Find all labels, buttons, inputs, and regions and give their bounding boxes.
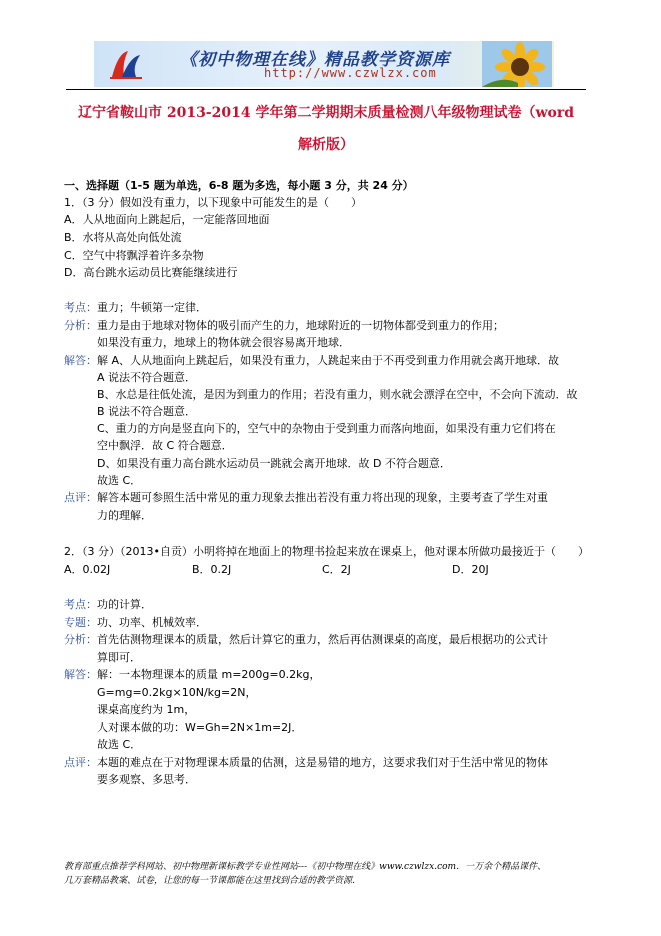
q2-option-b: B．0.2J: [192, 563, 232, 576]
q1-dianping-line: 力的理解．: [97, 509, 152, 522]
document-title: [66, 97, 586, 161]
document-title-line-1: 辽宁省鞍山市 2013-2014 学年第二学期期末质量检测八年级物理试卷（word: [77, 105, 575, 121]
q1-jieda-label: 解答：: [64, 354, 97, 367]
sunflower-icon: [482, 41, 552, 87]
q1-kaodian-label: 考点：: [64, 301, 97, 314]
section-heading: 一、选择题（1-5 题为单选，6-8 题为多选，每小题 3 分，共 24 分）: [64, 179, 414, 192]
q2-jieda-label: 解答：: [64, 668, 97, 681]
q2-jieda-line: G=mg=0.2kg×10N/kg=2N，: [97, 686, 257, 699]
document-title-line-2: 解析版）: [298, 137, 354, 153]
q1-option-d: D．高台跳水运动员比赛能继续进行: [64, 266, 238, 279]
q1-jieda-line: C、重力的方向是竖直向下的，空气中的杂物由于受到重力而落向地面，如果没有重力它们将在: [97, 422, 556, 435]
q2-zhuanti-label: 专题：: [64, 616, 97, 629]
q1-dianping-label: 点评：: [64, 491, 97, 504]
header-banner: [94, 41, 554, 87]
q1-option-c: C．空气中将飘浮着许多杂物: [64, 249, 204, 262]
q2-stem: 2．（3 分）（2013•自贡）小明将掉在地面上的物理书捡起来放在课桌上，他对课本所做功最接近于（ ）: [64, 545, 589, 558]
q2-jieda-line: 故选 C．: [97, 738, 142, 751]
q1-jieda-line: B、水总是往低处流，是因为到重力的作用；若没有重力，则水就会漂浮在空中，不会向下流动．故: [97, 388, 578, 401]
q1-jieda-line: 空中飘浮．故 C 符合题意．: [97, 439, 233, 452]
q1-jieda-line: B 说法不符合题意．: [97, 405, 197, 418]
banner-title: 《初中物理在线》精品教学资源库: [180, 50, 450, 70]
q2-dianping-label: 点评：: [64, 756, 97, 769]
q1-stem: 1．（3 分）假如没有重力，以下现象中可能发生的是（ ）: [64, 196, 362, 209]
q2-kaodian-label: 考点：: [64, 598, 97, 611]
q1-jieda-line: D、如果没有重力高台跳水运动员一跳就会离开地球．故 D 不符合题意．: [97, 457, 451, 470]
q2-zhuanti: 功、功率、机械效率．: [97, 616, 207, 629]
q2-option-a: A．0.02J: [64, 563, 111, 576]
q2-dianping-line: 本题的难点在于对物理课本质量的估测，这是易错的地方，这要求我们对于生活中常见的物体: [97, 756, 548, 769]
q2-jieda-line: 课桌高度约为 1m，: [97, 703, 196, 716]
q1-fenxi-line: 如果没有重力，地球上的物体就会很容易离开地球．: [97, 336, 350, 349]
q2-dianping-line: 要多观察、多思考．: [97, 773, 196, 786]
q2-jieda-line: 人对课本做的功：W=Gh=2N×1m=2J．: [97, 721, 303, 734]
q2-option-c: C．2J: [322, 563, 351, 576]
q1-fenxi-line: 重力是由于地球对物体的吸引而产生的力，地球附近的一切物体都受到重力的作用；: [97, 319, 504, 332]
footer-line-2: 几万套精品教案、试卷，让您的每一节课都能在这里找到合适的教学资源．: [64, 876, 362, 886]
q2-fenxi-label: 分析：: [64, 633, 97, 646]
q1-dianping-line: 解答本题可参照生活中常见的重力现象去推出若没有重力将出现的现象，主要考查了学生对重: [97, 491, 548, 504]
q1-kaodian: 重力；牛顿第一定律．: [97, 301, 207, 314]
banner-url: http://www.czwlzx.com: [264, 66, 437, 80]
q2-option-d: D．20J: [452, 563, 489, 576]
site-logo-icon: [108, 47, 144, 81]
q2-kaodian: 功的计算．: [97, 598, 152, 611]
footer-line-1: 教育部重点推荐学科网站、初中物理新课标教学专业性网站---《初中物理在线》www.czwlzx.com．一万余个精品课件、: [64, 862, 547, 872]
q2-fenxi-line: 首先估测物理课本的质量，然后计算它的重力，然后再估测课桌的高度，最后根据功的公式计: [97, 633, 548, 646]
q2-fenxi-line: 算即可．: [97, 651, 141, 664]
q1-option-a: A．人从地面向上跳起后，一定能落回地面: [64, 213, 270, 226]
header-rule: [66, 89, 586, 90]
q1-option-b: B．水将从高处向低处流: [64, 231, 182, 244]
q1-jieda-line: A 说法不符合题意．: [97, 371, 197, 384]
q2-jieda-line: 解：一本物理课本的质量 m=200g=0.2kg，: [97, 668, 321, 681]
q1-jieda-line: 解 A、人从地面向上跳起后，如果没有重力，人跳起来由于不再受到重力作用就会离开地球．故: [97, 354, 560, 367]
page-footer: [64, 860, 594, 888]
q1-fenxi-label: 分析：: [64, 319, 97, 332]
q1-jieda-line: 故选 C．: [97, 474, 142, 487]
